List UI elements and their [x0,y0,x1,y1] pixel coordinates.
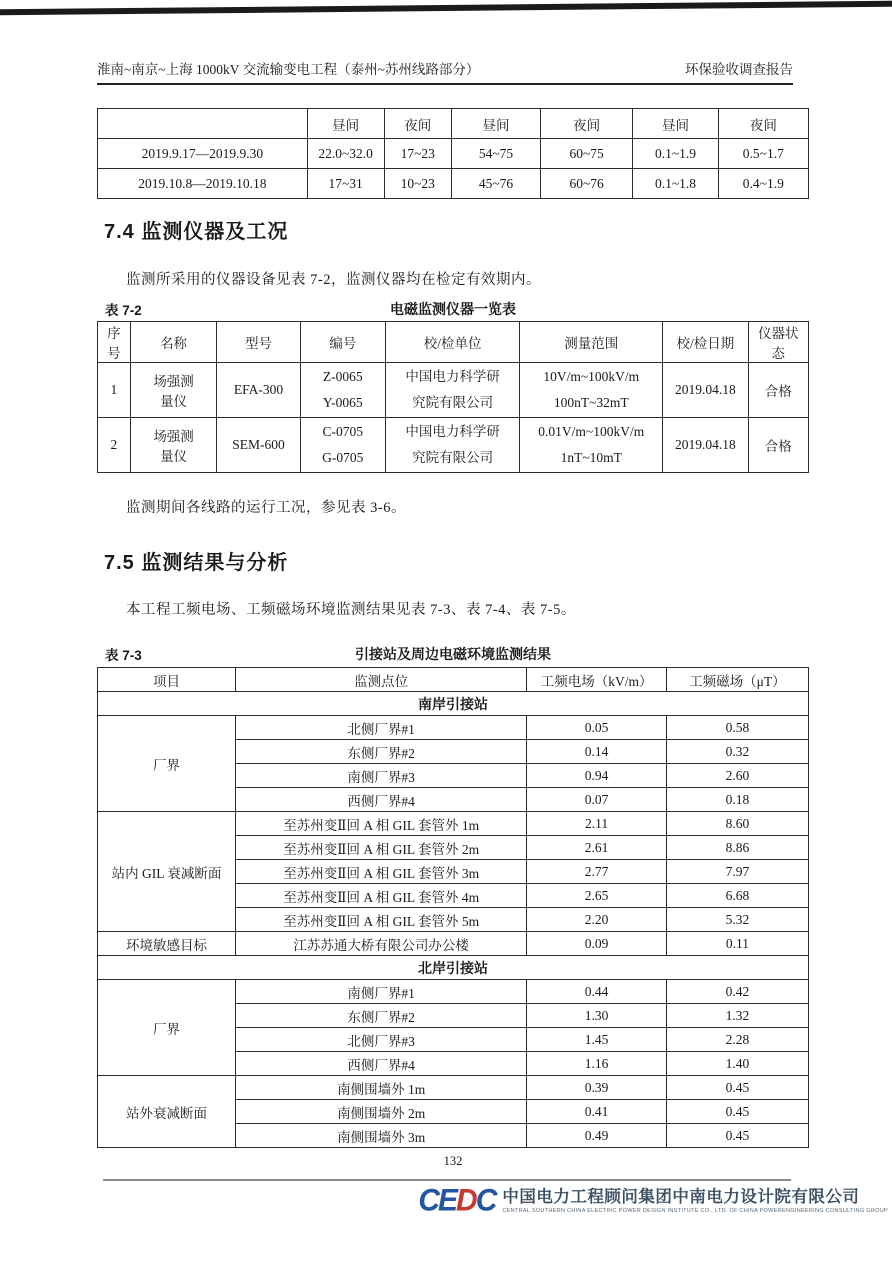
table-cell: 0.45 [666,1100,808,1124]
footer-divider [103,1179,791,1181]
range-magnetic: 1nT~10mT [560,450,622,465]
table-cell: 编号 [300,322,385,363]
table-cell: 45~76 [452,169,541,199]
table-cell: 工频电场（kV/m） [527,668,666,692]
table-cell: 项目 [98,668,236,692]
table-cell: 夜间 [384,109,452,139]
table-7-3-label: 表 7-3 [105,648,142,663]
table-7-2-label: 表 7-2 [105,303,142,318]
logo-letter: D [456,1183,476,1218]
header-project-title: 淮南~南京~上海 1000kV 交流输变电工程（泰州~苏州线路部分） [97,62,480,77]
company-name-block [502,1188,888,1214]
range-electric: 0.01V/m~100kV/m [538,424,645,439]
table-cell: 2.20 [527,908,666,932]
table-7-2-caption [97,299,809,319]
table-cell: 南侧厂界#1 [235,980,527,1004]
scan-edge-band [0,1,892,16]
noise-monitoring-table [97,108,809,199]
table-cell: 0.45 [666,1124,808,1148]
table-cell: 场强测量仪 [130,418,217,473]
item-cell: 厂界 [98,980,236,1076]
section-title: 北岸引接站 [98,956,809,980]
section-7-4-heading: 7.4 监测仪器及工况 [104,221,289,243]
table-cell: 2 [98,418,131,473]
table-cell: 南侧围墙外 2m [235,1100,527,1124]
instrument-code: C-0705 [322,424,364,439]
table-cell: 0.94 [527,764,666,788]
item-cell: 站内 GIL 衰减断面 [98,812,236,932]
table-cell: 1.32 [666,1004,808,1028]
item-cell: 站外衰减断面 [98,1076,236,1148]
table-cell: 0.41 [527,1100,666,1124]
table-cell: 中国电力科学研究院有限公司 [385,418,519,473]
table-row [98,980,809,1004]
table-cell: 夜间 [718,109,808,139]
table-cell: 0.14 [527,740,666,764]
company-name-cn: 中国电力工程顾问集团中南电力设计院有限公司 [502,1187,860,1206]
table-cell: 南侧厂界#3 [235,764,527,788]
table-cell: EFA-300 [217,363,300,418]
table-cell: 0.5~1.7 [718,139,808,169]
range-electric: 10V/m~100kV/m [543,369,640,384]
table-cell [300,363,385,418]
table-cell: 60~75 [540,139,632,169]
table-cell: 东侧厂界#2 [235,740,527,764]
table-cell: 10~23 [384,169,452,199]
table-cell: 0.44 [527,980,666,1004]
table-cell: 江苏苏通大桥有限公司办公楼 [235,932,527,956]
table-cell: 5.32 [666,908,808,932]
table-cell: 54~75 [452,139,541,169]
table-cell: 至苏州变Ⅱ回 A 相 GIL 套管外 1m [235,812,527,836]
table-cell: 1 [98,363,131,418]
table-cell: 监测点位 [235,668,527,692]
table-cell: 昼间 [307,109,384,139]
table-cell: 中国电力科学研究院有限公司 [385,363,519,418]
table-cell: 0.1~1.8 [633,169,718,199]
table-cell: 0.42 [666,980,808,1004]
table-cell: 2.11 [527,812,666,836]
table-cell: 0.18 [666,788,808,812]
table-cell: 0.1~1.9 [633,139,718,169]
table-cell: 至苏州变Ⅱ回 A 相 GIL 套管外 3m [235,860,527,884]
table-row [98,812,809,836]
table-cell: 0.4~1.9 [718,169,808,199]
table-cell: 7.97 [666,860,808,884]
table-cell: 夜间 [540,109,632,139]
section-row [98,956,809,980]
logo-letter: C [418,1183,439,1218]
table-cell: 1.30 [527,1004,666,1028]
table-7-2-title: 电磁监测仪器一览表 [390,301,516,317]
table-cell: 西侧厂界#4 [235,788,527,812]
page-number: 132 [443,1154,463,1168]
range-magnetic: 100nT~32mT [553,395,629,410]
header-report-title: 环保验收调查报告 [685,62,793,77]
table-cell: 0.58 [666,716,808,740]
section-7-5-paragraph: 本工程工频电场、工频磁场环境监测结果见表 7-3、表 7-4、表 7-5。 [126,602,576,618]
table-cell: 测量范围 [520,322,663,363]
table-cell: 名称 [130,322,217,363]
item-cell: 环境敏感目标 [98,932,236,956]
table-cell: 至苏州变Ⅱ回 A 相 GIL 套管外 5m [235,908,527,932]
table-cell: 6.68 [666,884,808,908]
section-row [98,692,809,716]
page-header [97,58,793,85]
table-cell: 2.77 [527,860,666,884]
cedc-logo-icon [418,1185,495,1217]
table-cell: 0.32 [666,740,808,764]
table-row [98,169,809,199]
table-cell: 2019.9.17—2019.9.30 [98,139,308,169]
table-cell: 昼间 [633,109,718,139]
table-cell: 北侧厂界#3 [235,1028,527,1052]
table-cell: 北侧厂界#1 [235,716,527,740]
table-cell: 22.0~32.0 [307,139,384,169]
table-row [98,418,809,473]
instrument-code: Z-0065 [322,369,363,384]
table-cell: 至苏州变Ⅱ回 A 相 GIL 套管外 2m [235,836,527,860]
table-7-3-caption [97,644,809,664]
table-cell: 1.40 [666,1052,808,1076]
company-logo [418,1183,888,1218]
table-cell: 南侧围墙外 1m [235,1076,527,1100]
table-cell: 型号 [217,322,300,363]
table-cell: 8.60 [666,812,808,836]
section-7-4-paragraph: 监测所采用的仪器设备见表 7-2，监测仪器均在检定有效期内。 [126,272,541,288]
em-results-table [97,667,809,1148]
company-name-en: CENTRAL SOUTHERN CHINA ELECTRIC POWER DESIGN INSTITUTE CO., LTD. OF CHINA POWERENGINEERING CONSULTING GROUP [502,1207,888,1214]
table-cell: 东侧厂界#2 [235,1004,527,1028]
table-cell: 2.61 [527,836,666,860]
table-cell: 校/检单位 [385,322,519,363]
table-header-row [98,322,809,363]
table-row [98,932,809,956]
instrument-code: Y-0065 [322,395,363,410]
table-cell: SEM-600 [217,418,300,473]
table-cell: 8.86 [666,836,808,860]
table-cell: 工频磁场（μT） [666,668,808,692]
table-cell: 60~76 [540,169,632,199]
table-cell: 0.09 [527,932,666,956]
table-header-row [98,109,809,139]
table-cell: 仪器状态 [748,322,808,363]
table-cell [98,109,308,139]
table-cell: 17~31 [307,169,384,199]
table-cell: 0.07 [527,788,666,812]
table-cell: 南侧围墙外 3m [235,1124,527,1148]
table-cell: 场强测量仪 [130,363,217,418]
table-cell: 2.28 [666,1028,808,1052]
section-title: 南岸引接站 [98,692,809,716]
instrument-code: G-0705 [322,450,364,465]
instrument-table [97,321,809,473]
table-row [98,363,809,418]
table-cell [520,363,663,418]
table-cell: 昼间 [452,109,541,139]
table-row [98,1076,809,1100]
table-7-3-title: 引接站及周边电磁环境监测结果 [355,646,551,662]
logo-letter: C [475,1183,496,1218]
table-cell: 序号 [98,322,131,363]
table-cell: 西侧厂界#4 [235,1052,527,1076]
table-cell [520,418,663,473]
table-cell: 合格 [748,418,808,473]
table-cell: 1.45 [527,1028,666,1052]
table-cell: 0.45 [666,1076,808,1100]
logo-letter: E [438,1183,457,1218]
table-cell: 2019.10.8—2019.10.18 [98,169,308,199]
item-cell: 厂界 [98,716,236,812]
table-cell: 0.05 [527,716,666,740]
table-cell: 2.60 [666,764,808,788]
table-cell: 1.16 [527,1052,666,1076]
table-cell [300,418,385,473]
table-cell: 0.11 [666,932,808,956]
table-cell: 2019.04.18 [663,418,748,473]
section-7-4-note: 监测期间各线路的运行工况，参见表 3-6。 [126,500,406,516]
table-cell: 2019.04.18 [663,363,748,418]
table-cell: 至苏州变Ⅱ回 A 相 GIL 套管外 4m [235,884,527,908]
table-row [98,139,809,169]
table-row [98,716,809,740]
table-cell: 校/检日期 [663,322,748,363]
table-cell: 0.39 [527,1076,666,1100]
section-7-5-heading: 7.5 监测结果与分析 [104,552,289,574]
table-cell: 合格 [748,363,808,418]
table-cell: 2.65 [527,884,666,908]
table-cell: 0.49 [527,1124,666,1148]
table-header-row [98,668,809,692]
table-cell: 17~23 [384,139,452,169]
